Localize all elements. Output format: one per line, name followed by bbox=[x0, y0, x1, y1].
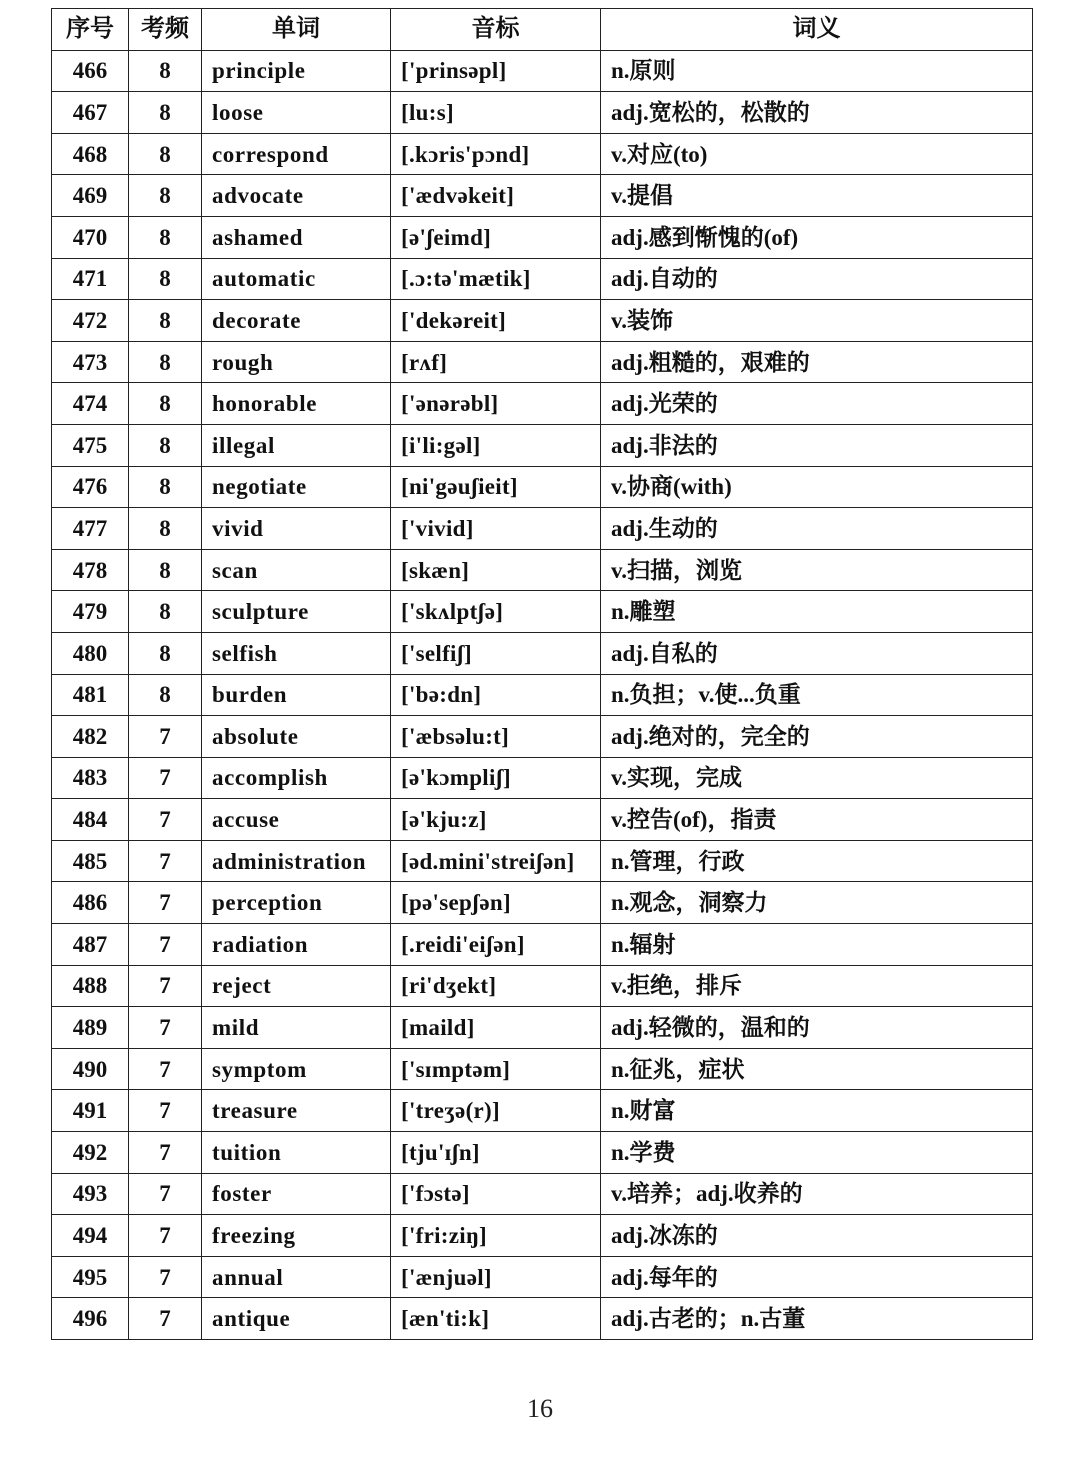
row-word: selfish bbox=[202, 632, 391, 674]
row-meaning: v.对应(to) bbox=[601, 133, 1033, 175]
table-row bbox=[52, 1132, 1033, 1174]
row-meaning: v.扫描，浏览 bbox=[601, 549, 1033, 591]
row-frequency: 7 bbox=[129, 757, 202, 799]
row-word: mild bbox=[202, 1007, 391, 1049]
row-phonetic: ['selfiʃ] bbox=[391, 632, 601, 674]
row-meaning: v.协商(with) bbox=[601, 466, 1033, 508]
row-phonetic: ['vivid] bbox=[391, 508, 601, 550]
table-row bbox=[52, 50, 1033, 92]
row-meaning: v.装饰 bbox=[601, 300, 1033, 342]
table-row bbox=[52, 1090, 1033, 1132]
row-phonetic: ['treʒə(r)] bbox=[391, 1090, 601, 1132]
row-frequency: 8 bbox=[129, 383, 202, 425]
row-frequency: 7 bbox=[129, 716, 202, 758]
row-frequency: 7 bbox=[129, 1256, 202, 1298]
row-frequency: 8 bbox=[129, 92, 202, 134]
row-meaning: adj.非法的 bbox=[601, 424, 1033, 466]
row-phonetic: ['fɔstə] bbox=[391, 1173, 601, 1215]
row-word: sculpture bbox=[202, 591, 391, 633]
row-index: 476 bbox=[52, 466, 129, 508]
row-phonetic: [skæn] bbox=[391, 549, 601, 591]
table-row bbox=[52, 341, 1033, 383]
row-meaning: n.雕塑 bbox=[601, 591, 1033, 633]
row-phonetic: ['ædvəkeit] bbox=[391, 175, 601, 217]
row-frequency: 8 bbox=[129, 50, 202, 92]
row-word: burden bbox=[202, 674, 391, 716]
header-phonetic: 音标 bbox=[391, 9, 601, 51]
row-index: 475 bbox=[52, 424, 129, 466]
row-index: 495 bbox=[52, 1256, 129, 1298]
row-word: illegal bbox=[202, 424, 391, 466]
row-frequency: 7 bbox=[129, 1048, 202, 1090]
row-frequency: 7 bbox=[129, 1215, 202, 1257]
row-frequency: 7 bbox=[129, 840, 202, 882]
row-phonetic: [i'li:gəl] bbox=[391, 424, 601, 466]
row-word: honorable bbox=[202, 383, 391, 425]
header-meaning: 词义 bbox=[601, 9, 1033, 51]
row-phonetic: [maild] bbox=[391, 1007, 601, 1049]
row-index: 474 bbox=[52, 383, 129, 425]
table-row bbox=[52, 674, 1033, 716]
table-row bbox=[52, 175, 1033, 217]
row-phonetic: ['ənərəbl] bbox=[391, 383, 601, 425]
row-word: treasure bbox=[202, 1090, 391, 1132]
row-phonetic: [æn'ti:k] bbox=[391, 1298, 601, 1340]
row-word: scan bbox=[202, 549, 391, 591]
row-index: 493 bbox=[52, 1173, 129, 1215]
row-word: accuse bbox=[202, 799, 391, 841]
row-phonetic: [ni'gəuʃieit] bbox=[391, 466, 601, 508]
table-row bbox=[52, 1173, 1033, 1215]
row-index: 489 bbox=[52, 1007, 129, 1049]
row-phonetic: ['bə:dn] bbox=[391, 674, 601, 716]
row-word: advocate bbox=[202, 175, 391, 217]
row-word: radiation bbox=[202, 924, 391, 966]
table-row bbox=[52, 591, 1033, 633]
row-index: 483 bbox=[52, 757, 129, 799]
row-phonetic: [tju'ɪʃn] bbox=[391, 1132, 601, 1174]
row-word: reject bbox=[202, 965, 391, 1007]
row-word: tuition bbox=[202, 1132, 391, 1174]
row-meaning: adj.轻微的，温和的 bbox=[601, 1007, 1033, 1049]
row-phonetic: [ə'kju:z] bbox=[391, 799, 601, 841]
row-frequency: 8 bbox=[129, 300, 202, 342]
row-meaning: v.培养；adj.收养的 bbox=[601, 1173, 1033, 1215]
vocabulary-table bbox=[51, 8, 1033, 1340]
row-index: 480 bbox=[52, 632, 129, 674]
row-meaning: v.拒绝，排斥 bbox=[601, 965, 1033, 1007]
table-row bbox=[52, 1215, 1033, 1257]
table-row bbox=[52, 300, 1033, 342]
row-frequency: 7 bbox=[129, 1132, 202, 1174]
row-word: principle bbox=[202, 50, 391, 92]
row-word: accomplish bbox=[202, 757, 391, 799]
header-index: 序号 bbox=[52, 9, 129, 51]
row-word: loose bbox=[202, 92, 391, 134]
table-row bbox=[52, 882, 1033, 924]
row-phonetic: [.kɔris'pɔnd] bbox=[391, 133, 601, 175]
table-row bbox=[52, 216, 1033, 258]
table-body bbox=[52, 50, 1033, 1339]
row-index: 477 bbox=[52, 508, 129, 550]
row-phonetic: [pə'sepʃən] bbox=[391, 882, 601, 924]
row-meaning: n.学费 bbox=[601, 1132, 1033, 1174]
row-index: 488 bbox=[52, 965, 129, 1007]
row-index: 471 bbox=[52, 258, 129, 300]
table-row bbox=[52, 1007, 1033, 1049]
row-phonetic: ['æbsəlu:t] bbox=[391, 716, 601, 758]
row-word: freezing bbox=[202, 1215, 391, 1257]
row-frequency: 8 bbox=[129, 216, 202, 258]
row-meaning: n.征兆，症状 bbox=[601, 1048, 1033, 1090]
row-phonetic: [ə'kɔmpliʃ] bbox=[391, 757, 601, 799]
row-frequency: 8 bbox=[129, 591, 202, 633]
table-row bbox=[52, 924, 1033, 966]
row-meaning: n.观念，洞察力 bbox=[601, 882, 1033, 924]
row-meaning: n.辐射 bbox=[601, 924, 1033, 966]
row-index: 485 bbox=[52, 840, 129, 882]
row-index: 494 bbox=[52, 1215, 129, 1257]
table-row bbox=[52, 549, 1033, 591]
row-index: 473 bbox=[52, 341, 129, 383]
row-phonetic: [ə'ʃeimd] bbox=[391, 216, 601, 258]
row-word: vivid bbox=[202, 508, 391, 550]
row-index: 479 bbox=[52, 591, 129, 633]
row-meaning: n.管理，行政 bbox=[601, 840, 1033, 882]
row-index: 492 bbox=[52, 1132, 129, 1174]
row-word: negotiate bbox=[202, 466, 391, 508]
row-word: perception bbox=[202, 882, 391, 924]
row-frequency: 8 bbox=[129, 508, 202, 550]
row-meaning: adj.宽松的，松散的 bbox=[601, 92, 1033, 134]
row-frequency: 8 bbox=[129, 175, 202, 217]
row-meaning: n.财富 bbox=[601, 1090, 1033, 1132]
row-word: symptom bbox=[202, 1048, 391, 1090]
row-meaning: adj.感到惭愧的(of) bbox=[601, 216, 1033, 258]
row-index: 470 bbox=[52, 216, 129, 258]
row-word: rough bbox=[202, 341, 391, 383]
row-frequency: 8 bbox=[129, 133, 202, 175]
row-phonetic: ['prinsəpl] bbox=[391, 50, 601, 92]
table-row bbox=[52, 383, 1033, 425]
row-word: administration bbox=[202, 840, 391, 882]
table-row bbox=[52, 840, 1033, 882]
table-row bbox=[52, 965, 1033, 1007]
row-word: ashamed bbox=[202, 216, 391, 258]
row-index: 472 bbox=[52, 300, 129, 342]
row-word: absolute bbox=[202, 716, 391, 758]
row-meaning: adj.自私的 bbox=[601, 632, 1033, 674]
row-meaning: adj.绝对的，完全的 bbox=[601, 716, 1033, 758]
row-frequency: 8 bbox=[129, 341, 202, 383]
table-row bbox=[52, 716, 1033, 758]
header-frequency: 考频 bbox=[129, 9, 202, 51]
row-index: 496 bbox=[52, 1298, 129, 1340]
row-index: 490 bbox=[52, 1048, 129, 1090]
row-meaning: adj.光荣的 bbox=[601, 383, 1033, 425]
row-index: 468 bbox=[52, 133, 129, 175]
table-row bbox=[52, 133, 1033, 175]
row-meaning: adj.粗糙的，艰难的 bbox=[601, 341, 1033, 383]
row-index: 486 bbox=[52, 882, 129, 924]
row-meaning: adj.自动的 bbox=[601, 258, 1033, 300]
table-row bbox=[52, 424, 1033, 466]
row-phonetic: ['ænjuəl] bbox=[391, 1256, 601, 1298]
row-word: foster bbox=[202, 1173, 391, 1215]
row-frequency: 7 bbox=[129, 799, 202, 841]
row-meaning: v.控告(of)，指责 bbox=[601, 799, 1033, 841]
table-row bbox=[52, 92, 1033, 134]
row-frequency: 7 bbox=[129, 924, 202, 966]
table-row bbox=[52, 799, 1033, 841]
row-phonetic: ['sɪmptəm] bbox=[391, 1048, 601, 1090]
table-row bbox=[52, 1298, 1033, 1340]
row-meaning: adj.每年的 bbox=[601, 1256, 1033, 1298]
row-word: antique bbox=[202, 1298, 391, 1340]
row-frequency: 7 bbox=[129, 1173, 202, 1215]
row-frequency: 7 bbox=[129, 882, 202, 924]
row-index: 466 bbox=[52, 50, 129, 92]
row-meaning: adj.生动的 bbox=[601, 508, 1033, 550]
table-row bbox=[52, 258, 1033, 300]
row-frequency: 7 bbox=[129, 1007, 202, 1049]
row-phonetic: [.ɔ:tə'mætik] bbox=[391, 258, 601, 300]
row-frequency: 7 bbox=[129, 1090, 202, 1132]
row-meaning: adj.冰冻的 bbox=[601, 1215, 1033, 1257]
row-frequency: 7 bbox=[129, 1298, 202, 1340]
row-meaning: adj.古老的；n.古董 bbox=[601, 1298, 1033, 1340]
row-meaning: n.负担；v.使...负重 bbox=[601, 674, 1033, 716]
header-word: 单词 bbox=[202, 9, 391, 51]
table-row bbox=[52, 1256, 1033, 1298]
row-index: 469 bbox=[52, 175, 129, 217]
row-index: 478 bbox=[52, 549, 129, 591]
table-row bbox=[52, 1048, 1033, 1090]
row-word: decorate bbox=[202, 300, 391, 342]
table-header-row bbox=[52, 9, 1033, 51]
row-phonetic: [.reidi'eiʃən] bbox=[391, 924, 601, 966]
row-phonetic: ['skʌlptʃə] bbox=[391, 591, 601, 633]
row-phonetic: [lu:s] bbox=[391, 92, 601, 134]
row-frequency: 8 bbox=[129, 549, 202, 591]
row-frequency: 8 bbox=[129, 424, 202, 466]
table-row bbox=[52, 466, 1033, 508]
row-phonetic: [ri'dʒekt] bbox=[391, 965, 601, 1007]
row-index: 491 bbox=[52, 1090, 129, 1132]
table-row bbox=[52, 632, 1033, 674]
table-row bbox=[52, 757, 1033, 799]
row-frequency: 8 bbox=[129, 466, 202, 508]
row-frequency: 8 bbox=[129, 258, 202, 300]
page-number: 16 bbox=[527, 1394, 553, 1423]
row-meaning: v.提倡 bbox=[601, 175, 1033, 217]
row-phonetic: [əd.mini'streiʃən] bbox=[391, 840, 601, 882]
row-index: 487 bbox=[52, 924, 129, 966]
row-word: automatic bbox=[202, 258, 391, 300]
row-meaning: v.实现，完成 bbox=[601, 757, 1033, 799]
row-phonetic: ['fri:ziŋ] bbox=[391, 1215, 601, 1257]
row-index: 467 bbox=[52, 92, 129, 134]
row-index: 481 bbox=[52, 674, 129, 716]
row-word: annual bbox=[202, 1256, 391, 1298]
row-meaning: n.原则 bbox=[601, 50, 1033, 92]
row-index: 484 bbox=[52, 799, 129, 841]
row-index: 482 bbox=[52, 716, 129, 758]
row-frequency: 8 bbox=[129, 674, 202, 716]
row-phonetic: [rʌf] bbox=[391, 341, 601, 383]
row-phonetic: ['dekəreit] bbox=[391, 300, 601, 342]
table-row bbox=[52, 508, 1033, 550]
row-word: correspond bbox=[202, 133, 391, 175]
row-frequency: 8 bbox=[129, 632, 202, 674]
row-frequency: 7 bbox=[129, 965, 202, 1007]
